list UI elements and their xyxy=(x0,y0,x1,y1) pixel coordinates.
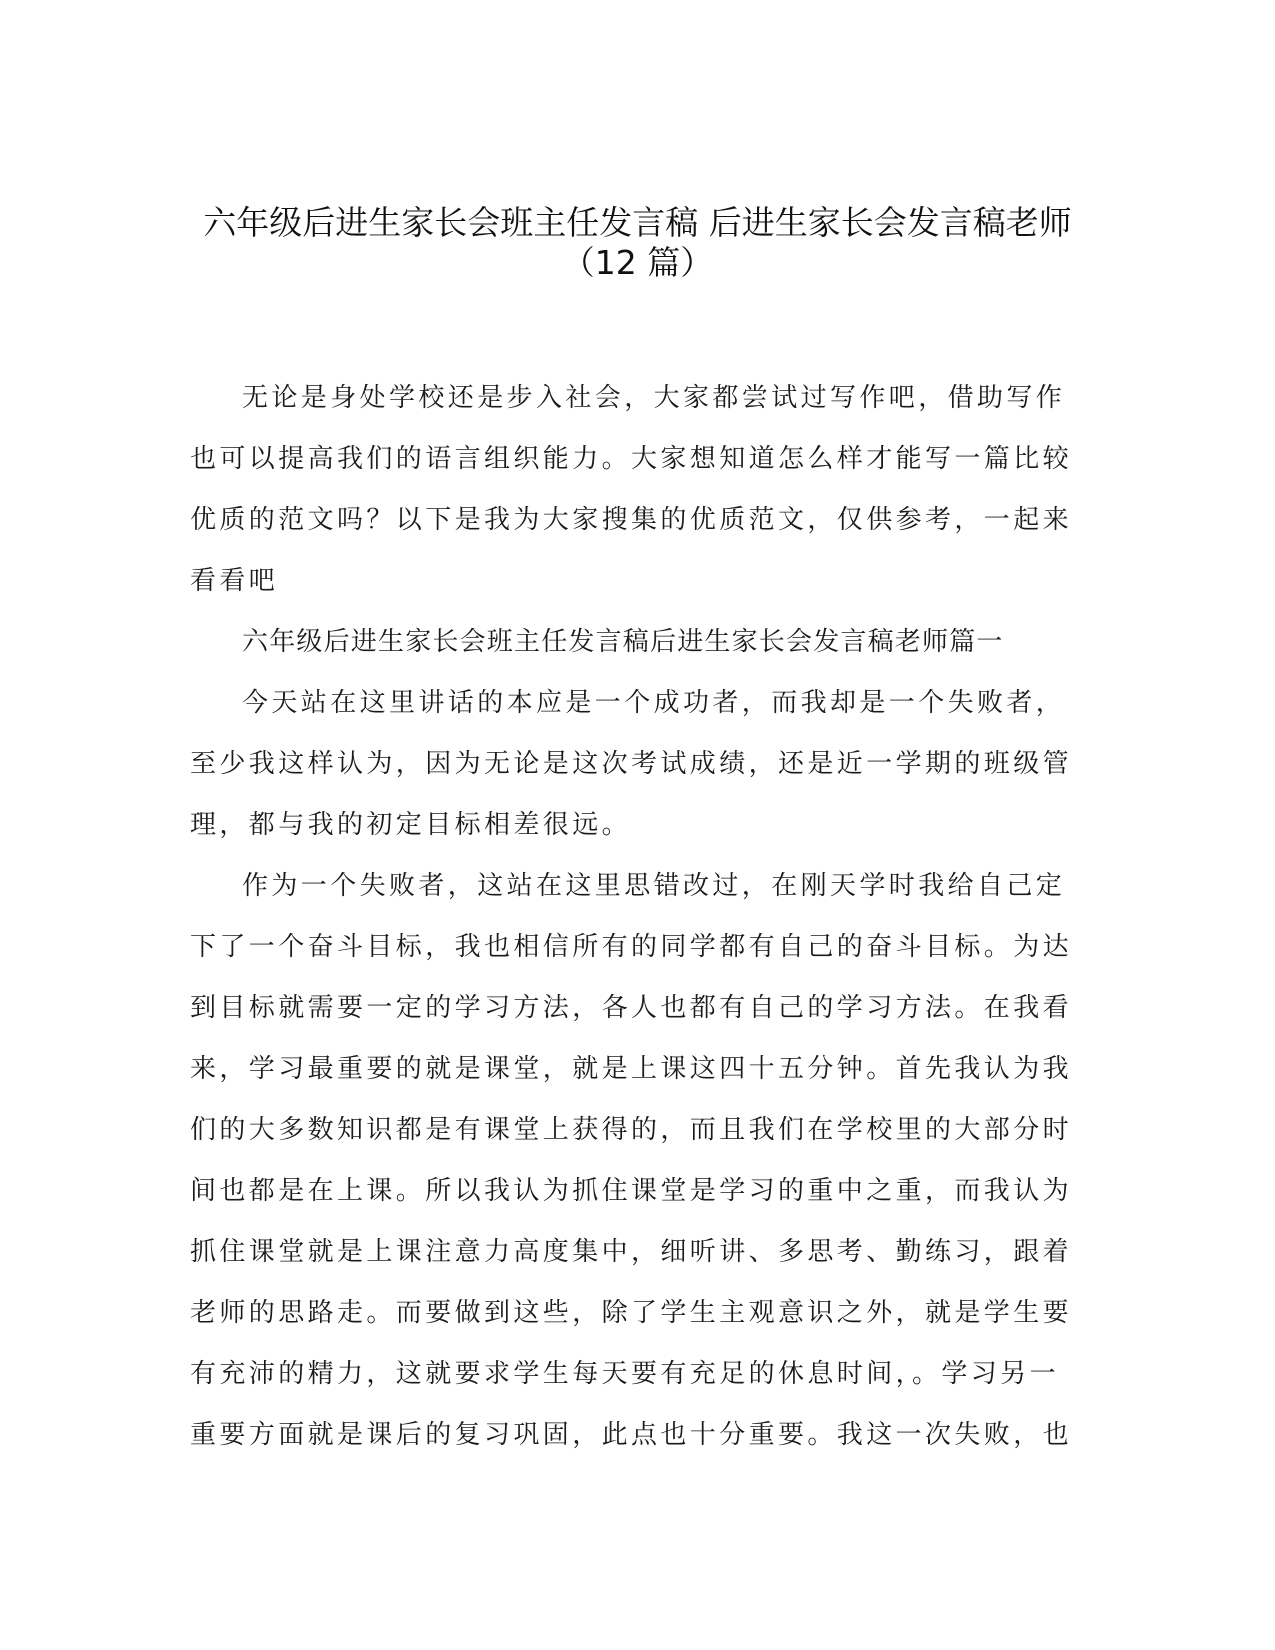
section-heading: 六年级后进生家长会班主任发言稿后进生家长会发言稿老师篇一 xyxy=(242,627,1004,657)
body-paragraph: 作为一个失败者，这站在这里思错改过，在刚天学时我给自己定下了一个奋斗目标，我也相信所有的同学都有自己的奋斗目标。为达到目标就需要一定的学习方法，各人也都有自己的学习方法。在我看来，学习最重要的就是课堂，就是上课这四十五分钟。首先我认为我们的大多数知识都是有课堂上获得的，而且我们在学校里的大部分时间也都是在上课。所以我认为抓住课堂是学习的重中之重，而我认为抓住课堂就是上课注意力高度集中，细听讲、多思考、勤练习，跟着老师的思路走。而要做到这些，除了学生主观意识之外，就是学生要有充沛的精力，这就要求学生每天要有充足的休息时间，。学习另一重要方面就是课后的复习巩固，此点也十分重要。我这一次失败，也 xyxy=(190,871,1073,1450)
intro-paragraph: 无论是身处学校还是步入社会，大家都尝试过写作吧，借助写作也可以提高我们的语言组织能力。大家想知道怎么样才能写一篇比较优质的范文吗？以下是我为大家搜集的优质范文，仅供参考，一起来看看吧 xyxy=(190,383,1073,596)
title-line-2: （12 篇） xyxy=(561,243,714,282)
body-paragraph: 今天站在这里讲话的本应是一个成功者，而我却是一个失败者，至少我这样认为，因为无论是这次考试成绩，还是近一学期的班级管理，都与我的初定目标相差很远。 xyxy=(190,688,1073,840)
title-line-1: 六年级后进生家长会班主任发言稿 后进生家长会发言稿老师 xyxy=(203,203,1072,242)
document-body xyxy=(190,368,1080,1466)
document-title xyxy=(150,203,1125,283)
